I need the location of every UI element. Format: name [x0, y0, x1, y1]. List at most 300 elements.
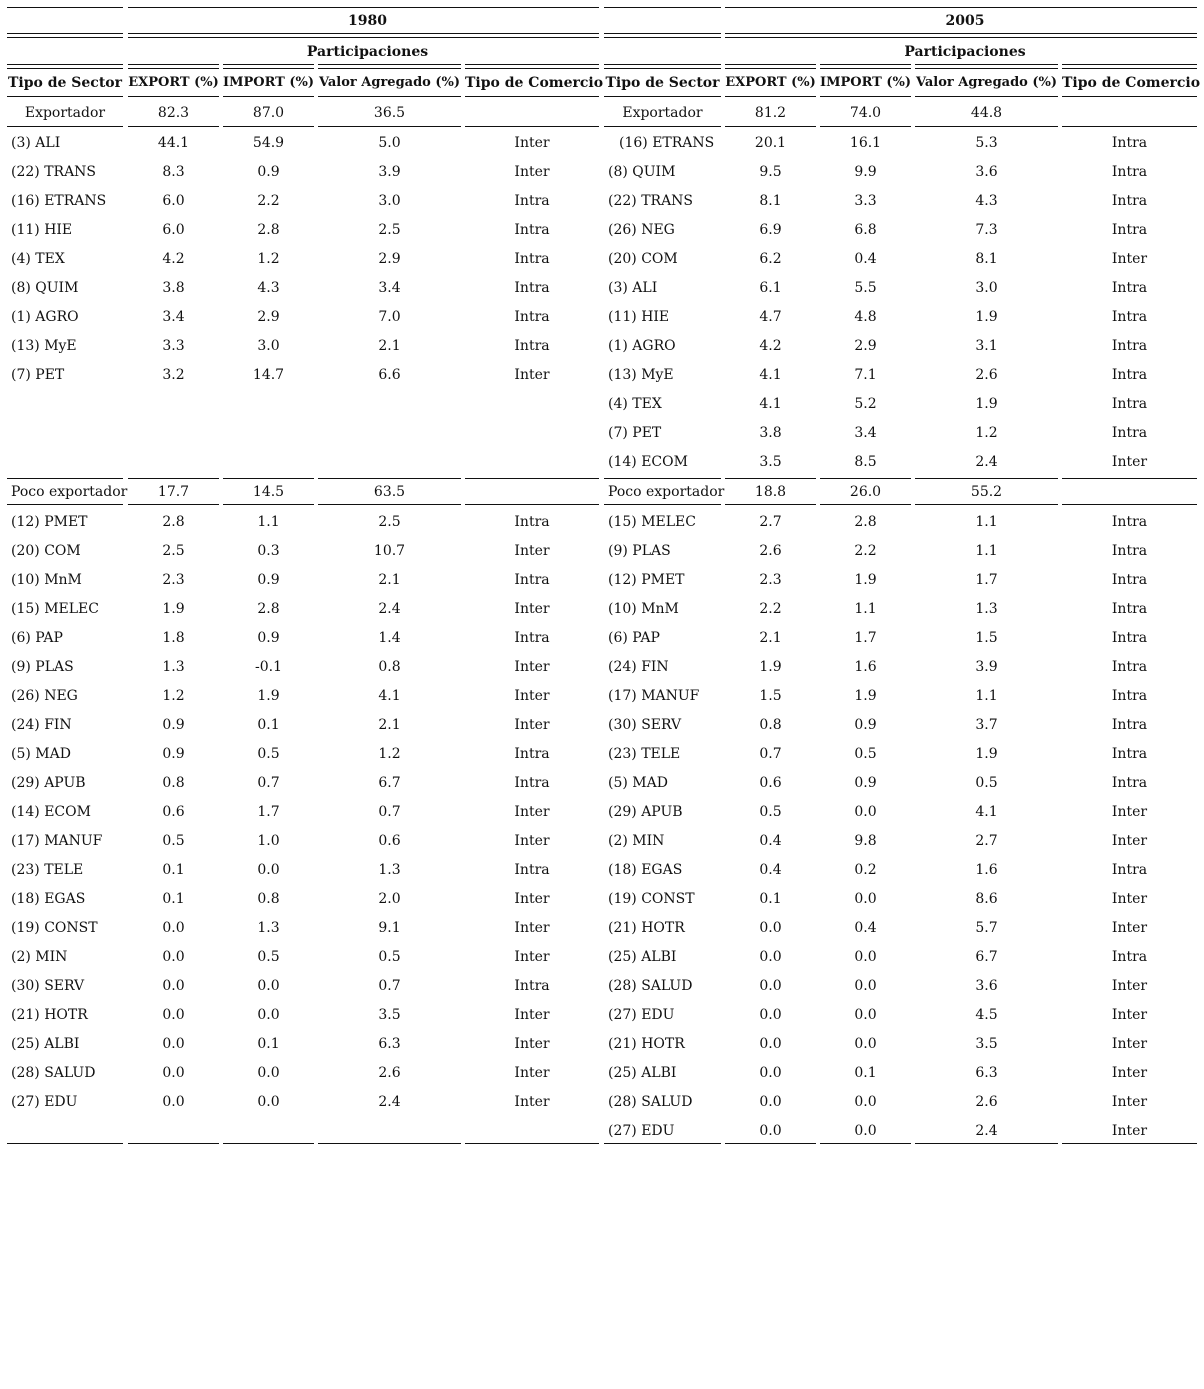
table-cell: 0.9	[257, 572, 280, 588]
sector-label: (10) MnM	[608, 601, 679, 617]
table-cell: 1.1	[975, 543, 998, 559]
table-cell: 6.0	[162, 222, 185, 238]
table-cell: 0.0	[854, 1094, 877, 1110]
table-cell: 6.1	[759, 280, 782, 296]
double-rule	[128, 64, 219, 69]
table-cell: 2.9	[378, 251, 401, 267]
table-cell: Intra	[514, 338, 550, 354]
table-cell: 0.0	[854, 1123, 877, 1139]
double-rule	[223, 64, 314, 69]
sector-label: (10) MnM	[11, 572, 82, 588]
sector-label: (20) COM	[608, 251, 678, 267]
table-cell: 0.5	[759, 804, 782, 820]
table-cell: 4.1	[759, 396, 782, 412]
table-cell: 2.3	[162, 572, 185, 588]
table-cell: 1.2	[162, 688, 185, 704]
table-cell: 0.3	[257, 543, 280, 559]
header-bottom-rule	[128, 96, 219, 97]
table-cell: 2.8	[257, 601, 280, 617]
sector-label: (15) MELEC	[11, 601, 99, 617]
bottom-rule	[725, 1143, 816, 1144]
table-cell: 1.3	[975, 601, 998, 617]
table-cell: 1.3	[378, 862, 401, 878]
table-cell: 0.6	[378, 833, 401, 849]
table-cell: 6.7	[975, 949, 998, 965]
table-cell: 0.7	[378, 978, 401, 994]
table-cell: 3.9	[378, 164, 401, 180]
table-cell: 0.5	[162, 833, 185, 849]
table-cell: Inter	[514, 891, 550, 907]
section-rule	[318, 478, 461, 479]
table-cell: 0.4	[854, 920, 877, 936]
table-cell: 0.1	[162, 862, 185, 878]
table-cell: 2.4	[378, 601, 401, 617]
section-rule	[1062, 478, 1197, 479]
sector-label: (27) EDU	[608, 1007, 675, 1023]
column-header: IMPORT (%)	[223, 75, 314, 90]
table-cell: Inter	[1111, 978, 1148, 994]
table-cell: 0.1	[257, 717, 280, 733]
table-cell: Inter	[514, 804, 550, 820]
sector-label: (15) MELEC	[608, 514, 696, 530]
table-cell: 2.5	[378, 514, 401, 530]
top-rule	[604, 7, 721, 8]
table-cell: 0.8	[759, 717, 782, 733]
table-cell: 0.0	[854, 949, 877, 965]
table-cell: Inter	[514, 717, 550, 733]
double-rule	[7, 64, 123, 69]
table-cell: 20.1	[754, 135, 787, 151]
sector-label: (21) HOTR	[608, 920, 685, 936]
sector-label: (7) PET	[608, 425, 662, 441]
section-rule	[465, 478, 599, 479]
table-cell: 0.2	[854, 862, 877, 878]
double-rule	[1062, 64, 1197, 69]
section-rule	[725, 478, 816, 479]
table-cell: 2.5	[162, 543, 185, 559]
table-cell: 3.4	[378, 280, 401, 296]
table-cell: Inter	[514, 164, 550, 180]
bottom-rule	[223, 1143, 314, 1144]
table-cell: Inter	[1111, 1036, 1148, 1052]
sector-label: (14) ECOM	[608, 454, 688, 470]
table-cell: Intra	[514, 222, 550, 238]
top-rule	[725, 7, 1197, 8]
table-cell: 5.3	[975, 135, 998, 151]
table-cell: 0.9	[162, 746, 185, 762]
table-cell: Intra	[514, 862, 550, 878]
summary-rule	[7, 504, 123, 505]
summary-cell: 74.0	[849, 105, 882, 121]
table-cell: 1.7	[257, 804, 280, 820]
table-cell: 0.7	[759, 746, 782, 762]
table-cell: 7.3	[975, 222, 998, 238]
table-cell: 4.2	[759, 338, 782, 354]
table-cell: Intra	[514, 775, 550, 791]
table-cell: 0.0	[854, 978, 877, 994]
table-cell: 6.7	[378, 775, 401, 791]
table-cell: 2.8	[257, 222, 280, 238]
table-cell: Intra	[1111, 630, 1148, 646]
summary-cell: Exportador	[622, 105, 703, 121]
summary-rule	[223, 504, 314, 505]
summary-cell	[465, 103, 599, 123]
summary-rule	[7, 126, 123, 127]
table-cell: 0.0	[759, 1007, 782, 1023]
table-cell: Intra	[1111, 338, 1148, 354]
table-cell: 3.0	[257, 338, 280, 354]
table-cell: 2.1	[378, 572, 401, 588]
table-cell: 2.0	[378, 891, 401, 907]
table-cell: 3.0	[975, 280, 998, 296]
table-cell: 2.4	[975, 454, 998, 470]
sector-label: (25) ALBI	[11, 1036, 80, 1052]
table-cell: 1.9	[257, 688, 280, 704]
sector-label: (23) TELE	[608, 746, 681, 762]
sector-label: (16) ETRANS	[619, 135, 715, 151]
table-cell: Intra	[514, 572, 550, 588]
double-rule	[604, 33, 721, 38]
sector-label: (27) EDU	[11, 1094, 78, 1110]
table-cell: 6.2	[759, 251, 782, 267]
table-cell: 2.1	[378, 717, 401, 733]
table-cell: 3.3	[162, 338, 185, 354]
table-cell: 0.0	[759, 978, 782, 994]
summary-rule	[604, 504, 721, 505]
section-rule	[7, 478, 123, 479]
table-cell: 1.5	[975, 630, 998, 646]
table-cell: Intra	[1111, 601, 1148, 617]
table-cell: Intra	[1111, 543, 1148, 559]
sector-label: (24) FIN	[11, 717, 72, 733]
table-cell: 1.9	[975, 309, 998, 325]
table-cell: 5.2	[854, 396, 877, 412]
table-cell: Intra	[514, 193, 550, 209]
sector-label: (7) PET	[11, 367, 65, 383]
sector-label: (28) SALUD	[608, 978, 693, 994]
table-cell: Inter	[514, 1094, 550, 1110]
table-cell: 3.5	[759, 454, 782, 470]
summary-cell: 82.3	[157, 105, 190, 121]
summary-rule	[915, 504, 1058, 505]
table-cell: 6.3	[975, 1065, 998, 1081]
table-cell: 9.8	[854, 833, 877, 849]
sector-label: (28) SALUD	[11, 1065, 96, 1081]
table-cell: 1.3	[257, 920, 280, 936]
table-cell: 3.4	[854, 425, 877, 441]
table-cell: 4.3	[257, 280, 280, 296]
table-cell: 2.6	[975, 367, 998, 383]
table-cell: 2.2	[759, 601, 782, 617]
table-cell: 0.0	[162, 1094, 185, 1110]
sector-label: (8) QUIM	[608, 164, 676, 180]
group-header: Participaciones	[904, 44, 1026, 60]
sector-label: (4) TEX	[608, 396, 662, 412]
sector-label: (13) MyE	[11, 338, 77, 354]
table-cell: Intra	[1111, 193, 1148, 209]
table-cell: 2.2	[257, 193, 280, 209]
table-cell: 1.1	[975, 688, 998, 704]
sector-label: (2) MIN	[608, 833, 665, 849]
table-cell: 0.9	[854, 717, 877, 733]
table-cell: 9.5	[759, 164, 782, 180]
table-cell: 0.0	[257, 1007, 280, 1023]
table-cell: Intra	[1111, 746, 1148, 762]
table-cell: 2.4	[975, 1123, 998, 1139]
table-cell: Intra	[1111, 717, 1148, 733]
table-cell: Inter	[514, 1007, 550, 1023]
sector-label: (19) CONST	[608, 891, 695, 907]
table-cell: 0.1	[162, 891, 185, 907]
table-cell: 2.4	[378, 1094, 401, 1110]
table-cell: 1.9	[759, 659, 782, 675]
table-cell: Inter	[1111, 1007, 1148, 1023]
table-cell: 0.0	[162, 1007, 185, 1023]
double-rule	[915, 64, 1058, 69]
sector-label: (4) TEX	[11, 251, 65, 267]
table-cell: Intra	[1111, 572, 1148, 588]
table-cell: 4.2	[162, 251, 185, 267]
table-cell: 1.2	[975, 425, 998, 441]
table-cell: 8.1	[975, 251, 998, 267]
table-cell: 14.7	[252, 367, 285, 383]
table-cell: 2.2	[854, 543, 877, 559]
table-cell: 7.1	[854, 367, 877, 383]
table-cell: Intra	[1111, 514, 1148, 530]
table-cell: 4.7	[759, 309, 782, 325]
table-cell: 1.3	[162, 659, 185, 675]
table-cell: 6.6	[378, 367, 401, 383]
sector-label: (25) ALBI	[608, 1065, 677, 1081]
summary-cell: Exportador	[24, 105, 106, 121]
table-cell: 0.0	[854, 804, 877, 820]
table-cell: 0.5	[257, 949, 280, 965]
table-cell: 1.0	[257, 833, 280, 849]
table-cell: 0.0	[162, 1036, 185, 1052]
table-cell: 6.3	[378, 1036, 401, 1052]
table-cell: Intra	[514, 630, 550, 646]
table-cell: 1.7	[854, 630, 877, 646]
table-cell: Inter	[1111, 920, 1148, 936]
sector-label: (3) ALI	[11, 135, 61, 151]
table-cell: 2.8	[854, 514, 877, 530]
table-cell: 8.5	[854, 454, 877, 470]
table-cell: Intra	[1111, 280, 1148, 296]
table-cell: 0.9	[854, 775, 877, 791]
column-header: Tipo de Sector	[605, 75, 720, 91]
sector-label: (22) TRANS	[608, 193, 694, 209]
table-cell: 0.8	[257, 891, 280, 907]
table-cell: 0.0	[162, 920, 185, 936]
summary-cell: 14.5	[252, 484, 285, 500]
table-cell: Inter	[1111, 1094, 1148, 1110]
table-cell: 3.7	[975, 717, 998, 733]
table-cell: 0.0	[854, 1036, 877, 1052]
sector-label: (22) TRANS	[11, 164, 97, 180]
section-rule	[128, 478, 219, 479]
sector-label: (21) HOTR	[608, 1036, 685, 1052]
table-cell: 0.1	[759, 891, 782, 907]
summary-rule	[128, 504, 219, 505]
sector-label: (14) ECOM	[11, 804, 91, 820]
summary-cell	[465, 482, 599, 502]
table-cell: 1.1	[257, 514, 280, 530]
table-cell: 0.0	[162, 1065, 185, 1081]
table-cell: 0.0	[257, 1094, 280, 1110]
column-header: Tipo de Comercio	[1062, 75, 1201, 91]
table-cell: 1.6	[975, 862, 998, 878]
summary-cell: 87.0	[252, 105, 285, 121]
sector-label: (6) PAP	[608, 630, 660, 646]
table-cell: Inter	[1111, 833, 1148, 849]
summary-rule	[915, 126, 1058, 127]
table-cell: 6.8	[854, 222, 877, 238]
table-cell: 2.3	[759, 572, 782, 588]
table-cell: 4.8	[854, 309, 877, 325]
summary-rule	[1062, 504, 1197, 505]
table-cell: Inter	[1111, 804, 1148, 820]
header-bottom-rule	[318, 96, 461, 97]
table-cell: Intra	[1111, 367, 1148, 383]
summary-cell	[1062, 103, 1197, 123]
group-header: Participaciones	[306, 44, 429, 60]
table-cell: 4.1	[975, 804, 998, 820]
table-cell: 0.5	[257, 746, 280, 762]
header-bottom-rule	[820, 96, 911, 97]
summary-rule	[318, 126, 461, 127]
table-cell: Intra	[514, 746, 550, 762]
table-cell: 4.1	[759, 367, 782, 383]
sector-label: (23) TELE	[11, 862, 84, 878]
top-rule	[7, 7, 123, 8]
bottom-rule	[7, 1143, 123, 1144]
table-cell: Inter	[1111, 251, 1148, 267]
summary-rule	[604, 126, 721, 127]
sector-label: (27) EDU	[608, 1123, 675, 1139]
table-cell: 44.1	[157, 135, 190, 151]
table-cell: 8.3	[162, 164, 185, 180]
table-cell: Inter	[514, 543, 550, 559]
table-cell: 1.2	[378, 746, 401, 762]
sector-label: (9) PLAS	[11, 659, 74, 675]
table-cell: 1.9	[162, 601, 185, 617]
table-cell: 0.4	[759, 862, 782, 878]
table-cell: 1.9	[975, 396, 998, 412]
table-cell: 2.6	[975, 1094, 998, 1110]
table-cell: 1.6	[854, 659, 877, 675]
summary-cell: 81.2	[754, 105, 787, 121]
sector-label: (19) CONST	[11, 920, 98, 936]
table-cell: 1.1	[975, 514, 998, 530]
table-cell: 4.5	[975, 1007, 998, 1023]
table-cell: 2.1	[759, 630, 782, 646]
sector-label: (25) ALBI	[608, 949, 677, 965]
sector-label: (29) APUB	[11, 775, 86, 791]
sector-label: (17) MANUF	[608, 688, 700, 704]
table-cell: 5.0	[378, 135, 401, 151]
table-cell: 0.4	[854, 251, 877, 267]
table-cell: 54.9	[252, 135, 285, 151]
table-cell: Inter	[1111, 891, 1148, 907]
table-cell: 6.0	[162, 193, 185, 209]
sector-label: (3) ALI	[608, 280, 658, 296]
summary-rule	[465, 126, 599, 127]
sector-label: (30) SERV	[608, 717, 682, 733]
header-bottom-rule	[1062, 96, 1197, 97]
table-cell: Intra	[1111, 309, 1148, 325]
table-cell: 3.3	[854, 193, 877, 209]
table-cell: Intra	[1111, 862, 1148, 878]
table-cell: Intra	[1111, 688, 1148, 704]
sector-label: (5) MAD	[11, 746, 71, 762]
summary-rule	[465, 504, 599, 505]
table-cell: Intra	[1111, 396, 1148, 412]
column-header: EXPORT (%)	[725, 75, 816, 90]
table-cell: 1.9	[854, 572, 877, 588]
table-cell: 0.0	[854, 891, 877, 907]
table-cell: Inter	[514, 601, 550, 617]
table-cell: 3.6	[975, 978, 998, 994]
sector-label: (26) NEG	[11, 688, 78, 704]
table-cell: 0.7	[378, 804, 401, 820]
summary-rule	[223, 126, 314, 127]
table-cell: 1.5	[759, 688, 782, 704]
year-header: 2005	[945, 13, 985, 29]
bottom-rule	[465, 1143, 599, 1144]
sector-label: (20) COM	[11, 543, 81, 559]
sector-label: (13) MyE	[608, 367, 674, 383]
sector-label: (18) EGAS	[11, 891, 86, 907]
table-cell: 1.2	[257, 251, 280, 267]
sector-label: (18) EGAS	[608, 862, 683, 878]
summary-rule	[318, 504, 461, 505]
table-cell: Inter	[514, 949, 550, 965]
header-bottom-rule	[604, 96, 721, 97]
table-cell: 7.0	[378, 309, 401, 325]
table-cell: 0.9	[257, 164, 280, 180]
summary-cell: 17.7	[157, 484, 190, 500]
summary-rule	[820, 126, 911, 127]
double-rule	[465, 64, 599, 69]
table-cell: Inter	[1111, 1065, 1148, 1081]
column-header: Valor Agregado (%)	[915, 75, 1058, 90]
table-cell: 8.1	[759, 193, 782, 209]
table-cell: 0.6	[759, 775, 782, 791]
table-cell: 2.8	[162, 514, 185, 530]
sector-label: (30) SERV	[11, 978, 85, 994]
table-cell: Intra	[1111, 164, 1148, 180]
summary-cell: 26.0	[849, 484, 882, 500]
sector-label: (29) APUB	[608, 804, 683, 820]
table-cell: 1.8	[162, 630, 185, 646]
table-cell: 0.0	[257, 862, 280, 878]
table-cell: 3.0	[378, 193, 401, 209]
double-rule	[725, 33, 1197, 38]
table-cell: Intra	[514, 251, 550, 267]
sector-label: (21) HOTR	[11, 1007, 88, 1023]
sector-label: (5) MAD	[608, 775, 668, 791]
table-cell: 16.1	[849, 135, 882, 151]
table-cell: Inter	[1111, 1123, 1148, 1139]
sector-label: (11) HIE	[11, 222, 73, 238]
table-cell: Intra	[1111, 222, 1148, 238]
double-rule	[604, 64, 721, 69]
table-cell: 0.0	[257, 978, 280, 994]
table-cell: 1.1	[854, 601, 877, 617]
column-header: IMPORT (%)	[820, 75, 911, 90]
table-cell: Intra	[514, 309, 550, 325]
column-header: Tipo de Comercio	[465, 75, 604, 91]
